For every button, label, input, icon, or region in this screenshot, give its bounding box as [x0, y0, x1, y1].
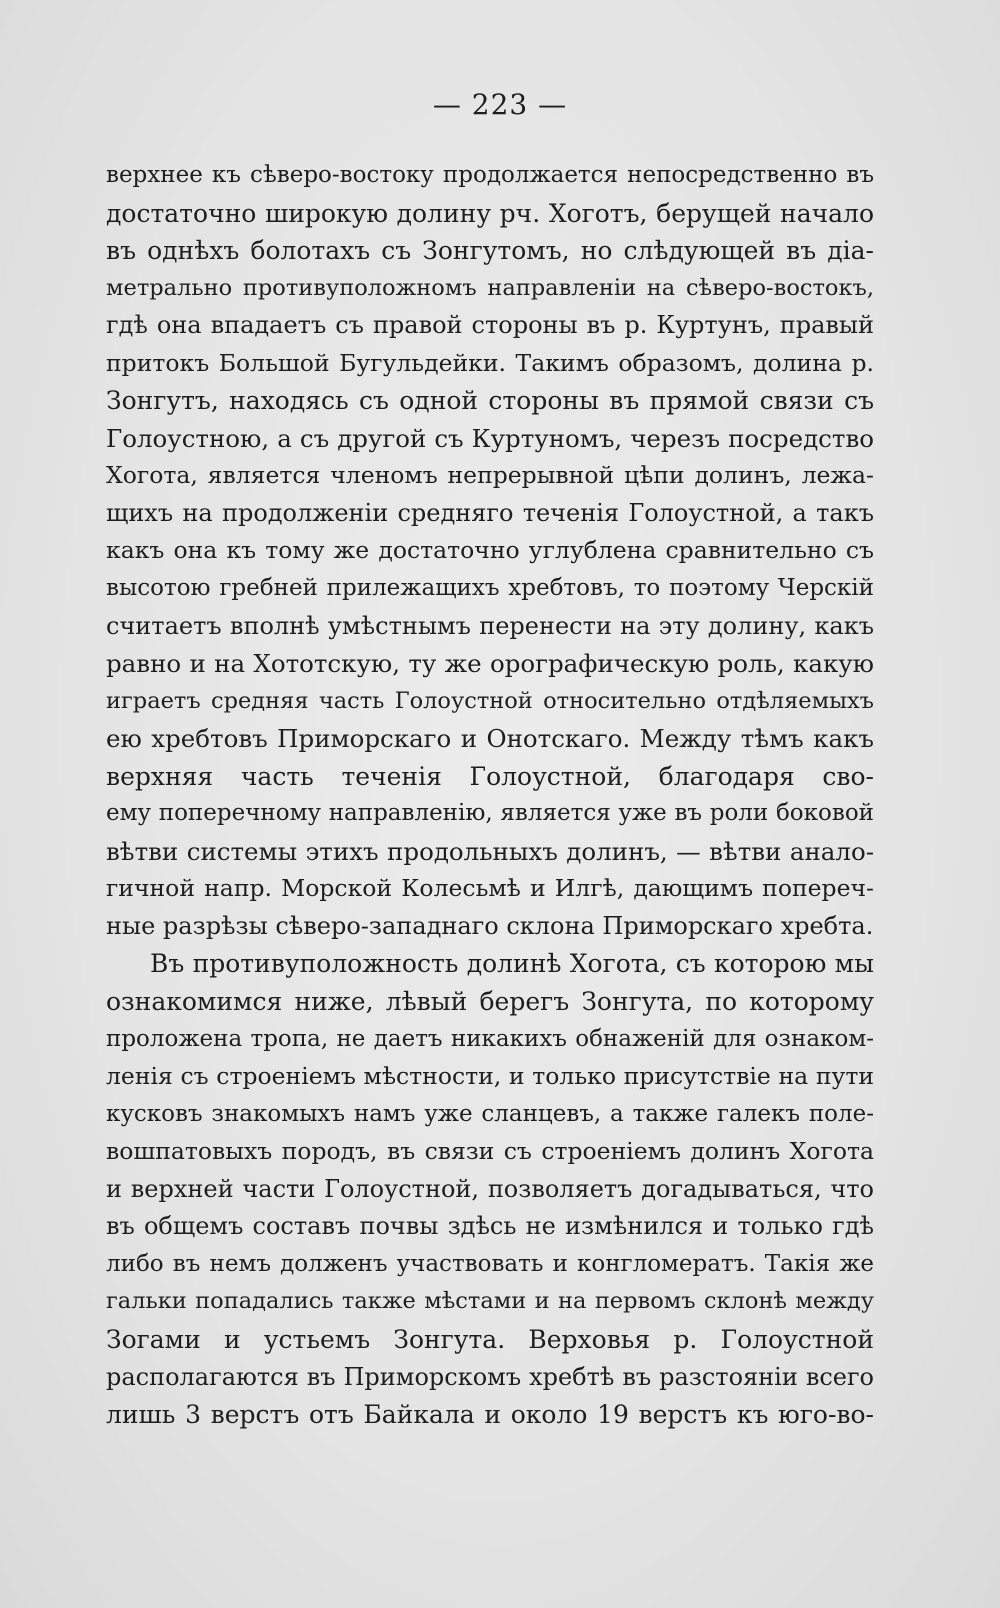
text-line: считаетъ вполнѣ умѣстнымъ перенести на эту долину, какъ: [106, 611, 874, 640]
text-line: располагаются въ Приморскомъ хребтѣ въ разстояніи всего: [106, 1362, 874, 1391]
text-line: гальки попадались также мѣстами и на первомъ склонѣ между: [106, 1288, 874, 1315]
text-line: верхняя часть теченія Голоустной, благодаря сво-: [106, 761, 874, 791]
text-line: проложена тропа, не даетъ никакихъ обнаженій для ознаком-: [106, 1025, 874, 1052]
text-line: притокъ Большой Бугульдейки. Такимъ образомъ, долина р.: [106, 348, 874, 377]
text-line: гичной напр. Морской Колесьмѣ и Илгѣ, дающимъ попереч-: [106, 874, 874, 903]
text-line: играетъ средняя часть Голоустной относительно отдѣляемыхъ: [106, 687, 874, 714]
text-line: Въ противуположность долинѣ Хогота, съ которою мы: [150, 949, 874, 979]
text-line: равно и на Хототскую, ту же орографическую роль, какую: [106, 649, 874, 679]
paragraph-1: [106, 157, 874, 945]
text-line: Голоустною, а съ другой съ Куртуномъ, черезъ посредство: [106, 423, 874, 453]
text-line: какъ она къ тому же достаточно углублена сравнительно съ: [106, 536, 874, 565]
text-line: либо въ немъ долженъ участвовать и конгломератъ. Такія же: [106, 1250, 874, 1277]
text-line: въ однѣхъ болотахъ съ Зонгутомъ, но слѣдующей въ діа-: [106, 236, 874, 266]
text-line: вошпатовыхъ породъ, въ связи съ строеніемъ долинъ Хогота: [106, 1137, 874, 1166]
text-line: метрально противуположномъ направленіи на сѣверо-востокъ,: [106, 274, 874, 301]
text-line: щихъ на продолженіи средняго теченія Голоустной, а такъ: [106, 498, 874, 527]
text-line: ему поперечному направленію, является уже въ роли боковой: [106, 800, 874, 827]
text-line: ленія съ строеніемъ мѣстности, и только присутствіе на пути: [106, 1062, 874, 1091]
text-line: Хогота, является членомъ непрерывной цѣпи долинъ, лежа-: [106, 461, 874, 490]
text-line: въ общемъ составъ почвы здѣсь не измѣнился и только гдѣ: [106, 1212, 874, 1241]
text-line: лишь 3 верстъ отъ Байкала и около 19 верстъ къ юго-во-: [106, 1400, 874, 1430]
text-line: ею хребтовъ Приморскаго и Онотскаго. Между тѣмъ какъ: [106, 724, 874, 754]
text-line: Зонгутъ, находясь съ одной стороны въ прямой связи съ: [106, 386, 874, 416]
text-line: высотою гребней прилежащихъ хребтовъ, то поэтому Черскій: [106, 575, 874, 602]
text-line: ознакомимся ниже, лѣвый берегъ Зонгута, по которому: [106, 987, 874, 1017]
text-line: и верхней части Голоустной, позволяетъ догадываться, что: [106, 1174, 874, 1203]
text-line: верхнее къ сѣверо-востоку продолжается непосредственно въ: [106, 162, 874, 188]
paragraph-2: [106, 945, 874, 1433]
page-body: [106, 157, 874, 1434]
text-line: вѣтви системы этихъ продольныхъ долинъ, — вѣтви анало-: [106, 836, 874, 866]
text-line: гдѣ она впадаетъ съ правой стороны въ р. Куртунъ, правый: [106, 311, 874, 340]
page-number: — 223 —: [432, 88, 568, 121]
text-line: Зогами и устьемъ Зонгута. Верховья р. Голоустной: [106, 1324, 874, 1354]
text-line: достаточно широкую долину рч. Хоготъ, берущей начало: [106, 198, 874, 228]
text-line: ные разрѣзы сѣверо-западнаго склона Приморскаго хребта.: [106, 911, 874, 940]
text-line: кусковъ знакомыхъ намъ уже сланцевъ, а также галекъ поле-: [106, 1100, 874, 1127]
